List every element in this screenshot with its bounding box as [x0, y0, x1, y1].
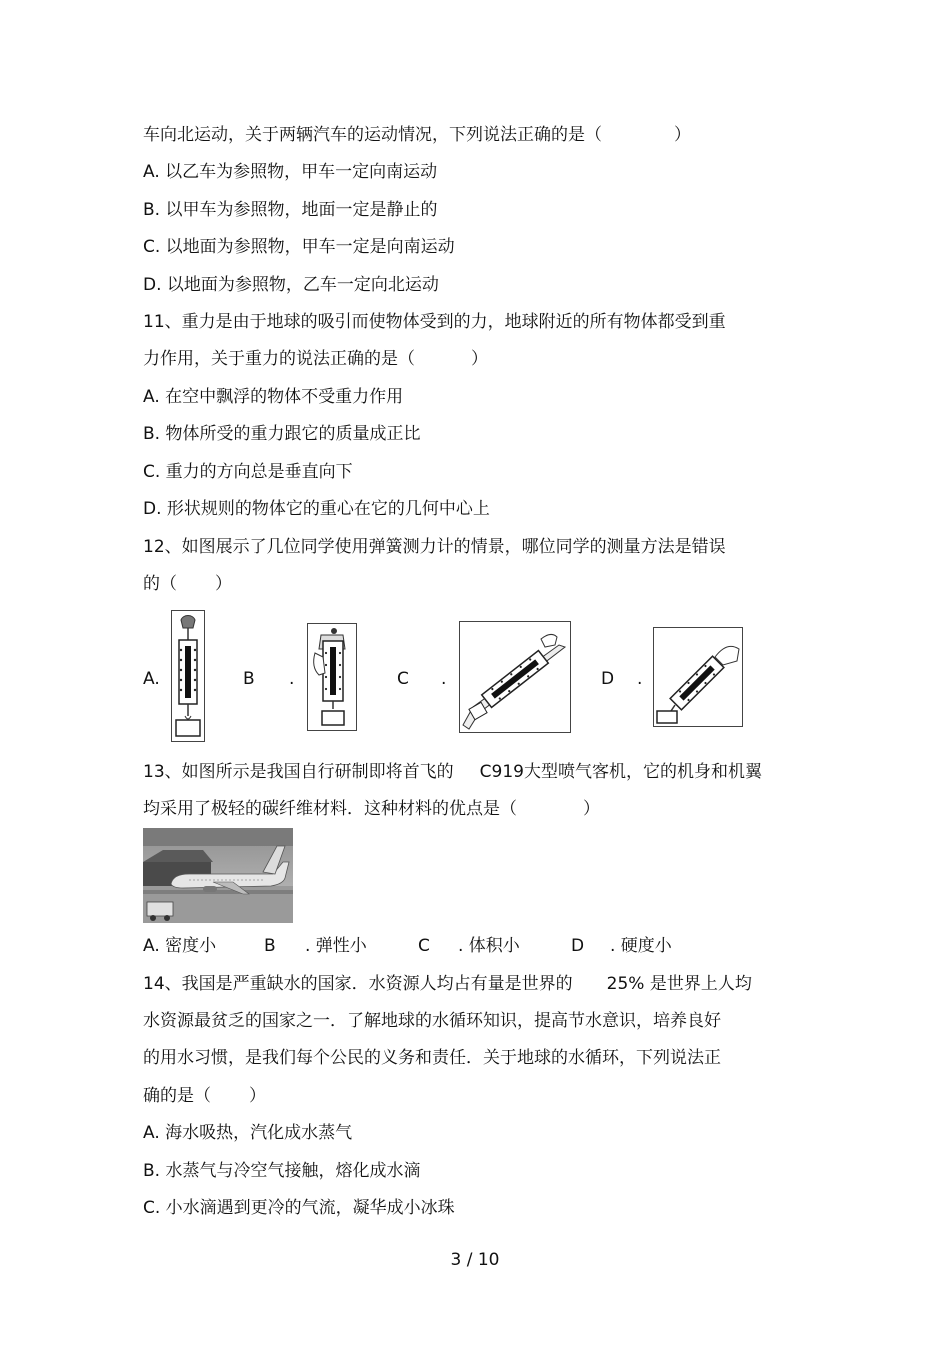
spring-scale-figure-c: [459, 621, 571, 733]
q11-option-d: D. 形状规则的物体它的重心在它的几何中心上: [143, 499, 490, 519]
q13-stem-line1: 13、如图所示是我国自行研制即将首飞的 C919大型喷气客机，它的机身和机翼: [143, 762, 762, 782]
q10-option-a: A. 以乙车为参照物，甲车一定向南运动: [143, 162, 438, 182]
q13-option-b-text: . 弹性小: [305, 936, 367, 956]
q14-stem-line1: 14、我国是严重缺水的国家．水资源人均占有量是世界的 25% 是世界上人均: [143, 974, 752, 994]
q10-option-c: C. 以地面为参照物，甲车一定是向南运动: [143, 237, 455, 257]
q13-stem-line2: 均采用了极轻的碳纤维材料．这种材料的优点是（ ）: [143, 799, 600, 819]
q13-option-d-text: . 硬度小: [610, 936, 672, 956]
q14-stem-line4: 确的是（ ）: [143, 1086, 266, 1106]
spring-scale-figure-b: [307, 623, 357, 731]
page-number: 3 / 10: [450, 1250, 500, 1270]
q14-stem-line3: 的用水习惯，是我们每个公民的义务和责任．关于地球的水循环，下列说法正: [143, 1048, 721, 1068]
q12-stem-line2: 的（ ）: [143, 574, 232, 594]
q14-stem-line2: 水资源最贫乏的国家之一．了解地球的水循环知识，提高节水意识，培养良好: [143, 1011, 721, 1031]
q14-option-a: A. 海水吸热，汽化成水蒸气: [143, 1123, 353, 1143]
q12-label-b: B: [243, 669, 255, 689]
q10-option-d: D. 以地面为参照物，乙车一定向北运动: [143, 275, 439, 295]
q13-option-c-text: . 体积小: [458, 936, 520, 956]
q12-label-d-dot: .: [637, 669, 643, 689]
q11-option-b: B. 物体所受的重力跟它的质量成正比: [143, 424, 421, 444]
q14-option-b: B. 水蒸气与冷空气接触，熔化成水滴: [143, 1161, 421, 1181]
q11-option-a: A. 在空中飘浮的物体不受重力作用: [143, 387, 404, 407]
q11-stem-line1: 11、重力是由于地球的吸引而使物体受到的力，地球附近的所有物体都受到重: [143, 312, 726, 332]
q12-label-c: C: [397, 669, 409, 689]
q13-option-a: A. 密度小: [143, 936, 217, 956]
c919-airplane-photo: [143, 828, 293, 923]
q13-option-c-letter: C: [418, 936, 430, 956]
q12-label-d: D: [601, 669, 615, 689]
spring-scale-figure-a: [171, 610, 205, 742]
q10-stem-tail: 车向北运动，关于两辆汽车的运动情况，下列说法正确的是（ ）: [143, 125, 691, 145]
q10-option-b: B. 以甲车为参照物，地面一定是静止的: [143, 200, 438, 220]
q14-option-c: C. 小水滴遇到更冷的气流，凝华成小冰珠: [143, 1198, 455, 1218]
q11-stem-line2: 力作用，关于重力的说法正确的是（ ）: [143, 349, 488, 369]
spring-scale-figure-d: [653, 627, 743, 727]
q12-label-b-dot: .: [289, 669, 295, 689]
q13-option-b-letter: B: [264, 936, 276, 956]
q13-option-d-letter: D: [571, 936, 585, 956]
q11-option-c: C. 重力的方向总是垂直向下: [143, 462, 353, 482]
q12-label-c-dot: .: [441, 669, 447, 689]
q12-stem-line1: 12、如图展示了几位同学使用弹簧测力计的情景，哪位同学的测量方法是错误: [143, 537, 726, 557]
q12-label-a: A.: [143, 669, 160, 689]
